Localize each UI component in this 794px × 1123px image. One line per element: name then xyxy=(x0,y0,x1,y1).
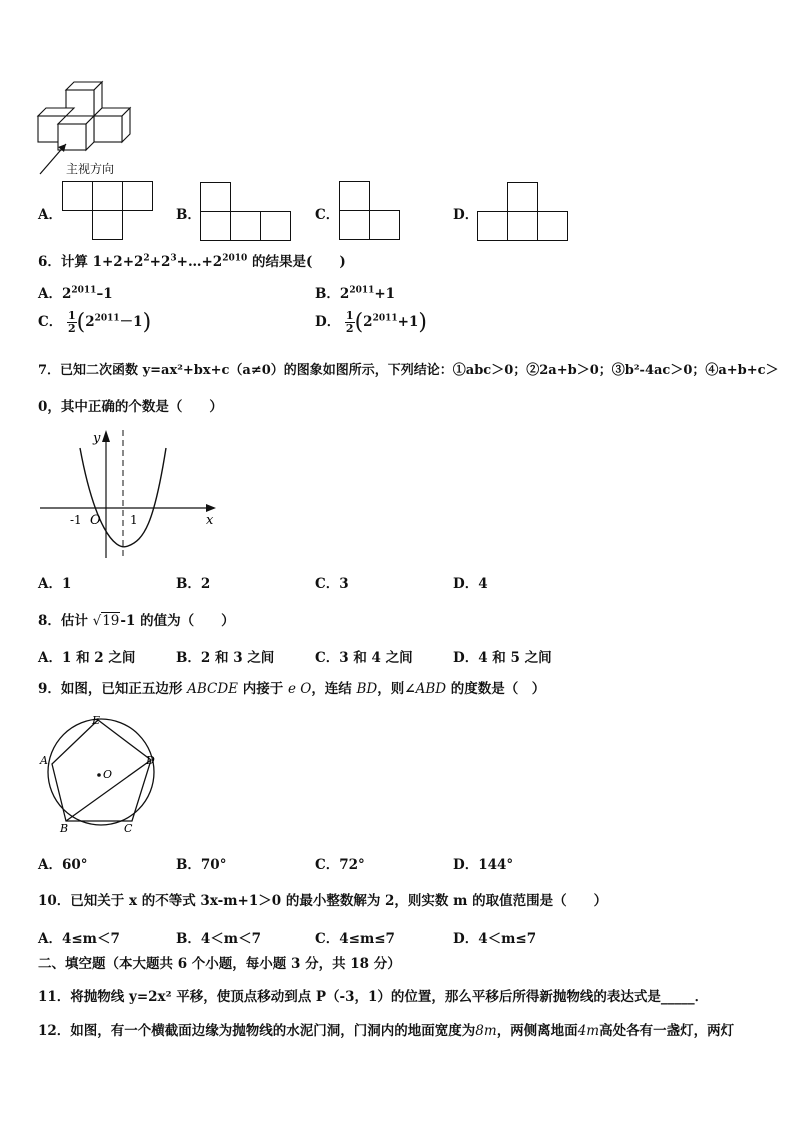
q9-stem-mid2: ，连结 xyxy=(311,681,352,697)
q6-option-c: C． $\frac{1}{2}$ $(2^{2011}-1)$ xyxy=(38,309,152,335)
circumcircle xyxy=(48,719,154,825)
q9-segment: BD xyxy=(356,681,378,697)
q9-option-d: D．144° xyxy=(453,857,514,873)
q12-mid: ，两侧离地面 xyxy=(496,1023,578,1039)
q9-stem xyxy=(38,677,545,697)
q10-option-a: A．4≤m＜7 xyxy=(38,931,120,947)
q6-option-b xyxy=(315,282,395,302)
q9-pentagon-figure xyxy=(36,712,166,834)
q6-c-inner: 2 xyxy=(85,314,95,330)
q6-stem-mid: +2 xyxy=(149,254,171,270)
q7-option-b: B．2 xyxy=(176,576,211,592)
q6-b-tail: +1 xyxy=(374,286,396,302)
q12-height: 4m xyxy=(577,1023,600,1039)
center-point xyxy=(97,773,101,777)
q6-c-fraction xyxy=(67,310,77,335)
q9-stem-suffix: 的度数是（ ） xyxy=(450,681,546,697)
q6-d-plus: +1 xyxy=(397,314,419,330)
x-axis-label: x xyxy=(206,513,214,528)
q9-stem-prefix: 9．如图，已知正五边形 xyxy=(38,681,183,697)
q8-option-c: C．3 和 4 之间 xyxy=(315,650,413,666)
q10-option-c: C．4≤m≤7 xyxy=(315,931,395,947)
q8-radicand: 19 xyxy=(102,613,120,629)
q5-option-d-label: D． xyxy=(453,207,479,223)
q6-stem-dots: +…+2 xyxy=(176,254,223,270)
q6-c-frac-num: 1 xyxy=(67,309,76,322)
q7-option-c: C．3 xyxy=(315,576,349,592)
q7-option-d: D．4 xyxy=(453,576,488,592)
q12-width: 8m xyxy=(475,1023,497,1039)
q8-stem xyxy=(38,609,235,629)
q6-c-frac-den: 2 xyxy=(67,322,76,335)
section-heading: 二、填空题（本大题共 6 个小题，每小题 3 分，共 18 分） xyxy=(38,956,401,972)
q8-option-a: A．1 和 2 之间 xyxy=(38,650,136,666)
q6-a-exp: 2011 xyxy=(71,285,97,296)
q5-option-b-label: B． xyxy=(176,207,201,223)
q12-suffix: 高处各有一盏灯，两灯 xyxy=(599,1023,735,1039)
q6-d-fraction xyxy=(345,310,355,335)
q6-stem-prefix: 6．计算 1+2+2 xyxy=(38,254,144,270)
q7-parabola-graph xyxy=(36,424,221,562)
q5-option-a-label: A． xyxy=(38,207,62,223)
q9-stem-mid3: ，则∠ xyxy=(377,681,416,697)
direction-label: 主视方向 xyxy=(66,162,115,176)
q6-exp-3: 3 xyxy=(170,253,177,264)
q7-stem-line1: 7．已知二次函数 y=ax²+bx+c（a≠0）的图象如图所示，下列结论：①abc＞0；②2a+b＞0；③b²-4ac＞0；④a+b+c＞ xyxy=(38,363,779,378)
q9-option-a: A．60° xyxy=(38,857,88,873)
q6-d-label: D． xyxy=(315,314,341,330)
q9-option-b: B．70° xyxy=(176,857,227,873)
q6-c-exp: 2011 xyxy=(94,313,120,324)
tick-1-label: 1 xyxy=(130,513,138,527)
q6-stem-suffix: 的结果是( ) xyxy=(247,254,346,270)
q6-option-a xyxy=(38,282,113,302)
q9-angle: ABD xyxy=(415,681,447,697)
q10-option-d: D．4＜m≤7 xyxy=(453,931,537,947)
q11-stem: 11．将抛物线 y=2x² 平移，使顶点移动到点 P（-3，1）的位置，那么平移后所得新抛物线的表达式是_____． xyxy=(38,989,709,1005)
q6-d-frac-num: 1 xyxy=(345,309,354,322)
label-c: C xyxy=(124,822,133,834)
q7-stem-line2: 0，其中正确的个数是（ ） xyxy=(38,399,223,415)
q6-a-tail: –1 xyxy=(96,286,113,302)
q8-option-d: D．4 和 5 之间 xyxy=(453,650,552,666)
q9-option-c: C．72° xyxy=(315,857,365,873)
q6-d-frac-den: 2 xyxy=(345,322,354,335)
label-e: E xyxy=(92,714,101,727)
q10-stem: 10．已知关于 x 的不等式 3x-m+1＞0 的最小整数解为 2，则实数 m 的取值范围是（ ） xyxy=(38,893,608,909)
q6-d-exp: 2011 xyxy=(372,313,398,324)
q9-stem-mid1: 内接于 xyxy=(242,681,284,697)
q12-prefix: 12．如图，有一个横截面边缘为抛物线的水泥门洞，门洞内的地面宽度为 xyxy=(38,1023,476,1039)
y-axis-label: y xyxy=(93,431,101,446)
tick-neg1-label: -1 xyxy=(70,513,82,527)
q8-stem-prefix: 8．估计 xyxy=(38,613,88,629)
origin-label: O xyxy=(90,513,101,528)
q5-option-c-label: C． xyxy=(315,207,340,223)
q6-option-d: D． $\frac{1}{2}$ $(2^{2011}+1)$ xyxy=(315,309,427,335)
label-o: O xyxy=(103,768,113,781)
q6-b-label: B．2 xyxy=(315,286,350,302)
q6-d-inner: 2 xyxy=(363,314,373,330)
q6-c-minus: －1 xyxy=(119,314,143,330)
q6-stem xyxy=(38,250,346,270)
label-a: A xyxy=(40,754,48,767)
q8-stem-suffix: -1 的值为（ ） xyxy=(120,613,235,629)
q6-a-label: A．2 xyxy=(38,286,72,302)
q6-exp-2: 2 xyxy=(143,253,150,264)
q9-pentagon: ABCDE xyxy=(187,681,239,697)
q10-option-b: B．4＜m＜7 xyxy=(176,931,261,947)
q6-exp-2010: 2010 xyxy=(222,253,248,264)
q6-b-exp: 2011 xyxy=(349,285,375,296)
label-d: D xyxy=(146,754,155,767)
sqrt-symbol: √ xyxy=(92,613,102,629)
q12-stem xyxy=(38,1019,734,1039)
q7-option-a: A．1 xyxy=(38,576,72,592)
q9-circle: e O xyxy=(287,681,312,697)
q6-c-label: C． xyxy=(38,314,63,330)
label-b: B xyxy=(60,822,69,834)
q8-option-b: B．2 和 3 之间 xyxy=(176,650,275,666)
